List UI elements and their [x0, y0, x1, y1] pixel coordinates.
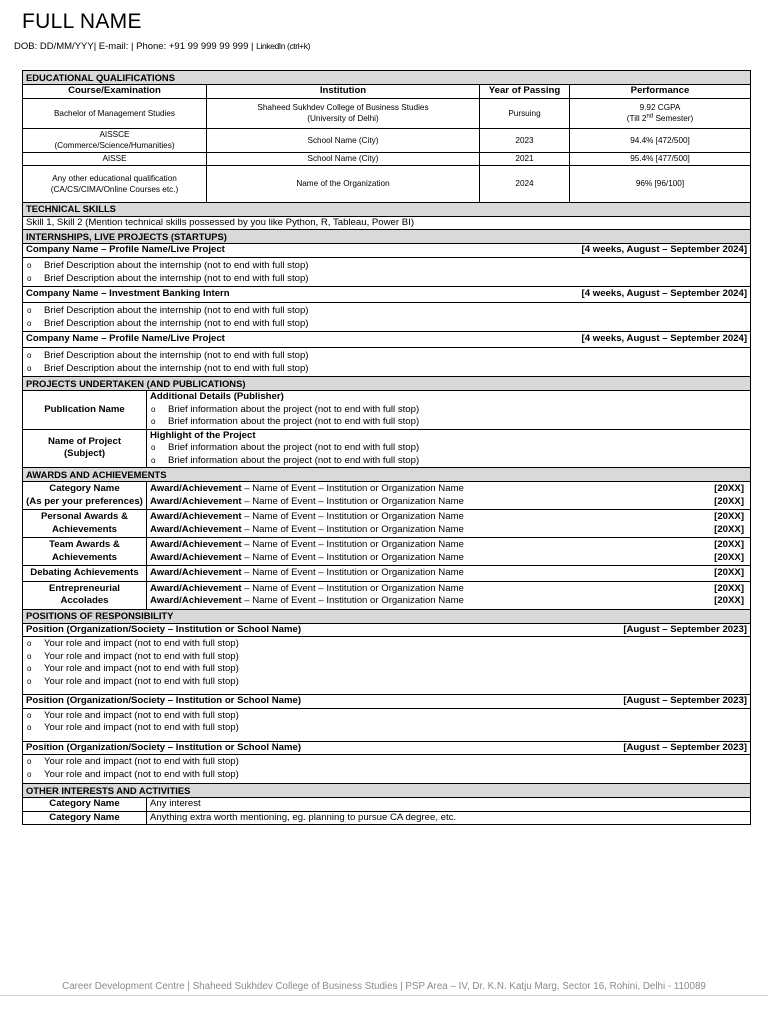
education-row	[23, 128, 751, 152]
text-line: Entrepreneurial	[49, 582, 120, 594]
text-line: Achievements	[51, 551, 118, 563]
linkedin-link[interactable]: LinkedIn (ctrl+k)	[256, 41, 311, 51]
award-item	[150, 524, 744, 537]
awards-section	[23, 468, 751, 482]
award-item	[150, 511, 744, 524]
institution-cell	[207, 152, 480, 165]
text-line: Team Awards &	[49, 539, 120, 550]
text-line: Name of the Organization	[296, 179, 390, 188]
interests-section-heading: OTHER INTERESTS AND ACTIVITIES	[23, 784, 751, 798]
bullet-text: Brief information about the project (not to end with full stop)	[168, 442, 420, 453]
bullet-item	[26, 769, 747, 782]
bullet-text: Your role and impact (not to end with full stop)	[44, 638, 239, 649]
internship-bullets	[23, 348, 751, 377]
text-line: Accolades	[60, 595, 109, 606]
project-row	[23, 391, 751, 430]
circle-bullet-icon: o	[27, 710, 32, 720]
bullet-item	[26, 676, 747, 689]
position-bullets	[23, 755, 751, 784]
bullet-item	[26, 363, 747, 376]
circle-bullet-icon: o	[27, 639, 32, 648]
award-category-label	[23, 538, 147, 566]
position-title	[23, 741, 751, 755]
circle-bullet-icon: o	[27, 318, 32, 328]
bullet-item	[150, 416, 747, 429]
education-row	[23, 165, 751, 202]
positions-section	[23, 609, 751, 623]
award-title: Award/Achievement	[150, 495, 242, 507]
award-year: [20XX]	[714, 539, 745, 550]
circle-bullet-icon: o	[27, 261, 32, 270]
award-year: [20XX]	[714, 551, 745, 563]
bullet-item	[150, 442, 747, 455]
text-line: (As per your preferences)	[26, 495, 143, 507]
text-line: Any other educational qualification (CA/CS/CIMA/Online Courses etc.)	[50, 173, 179, 194]
performance-cell: 96% [96/100]	[570, 165, 751, 202]
text-line: (University of Delhi)	[307, 114, 379, 123]
award-group-row	[23, 510, 751, 538]
full-name: FULL NAME	[22, 10, 142, 33]
award-list	[147, 581, 751, 609]
text-line: Category Name	[49, 483, 120, 494]
award-title: Award/Achievement	[150, 567, 242, 578]
award-title: Award/Achievement	[150, 511, 242, 522]
text-line: Publication Name	[44, 403, 125, 415]
column-header: Course/Examination	[23, 85, 207, 99]
text-line: (Commerce/Science/Humanities)	[54, 141, 175, 150]
position-bullets	[23, 637, 751, 695]
course-cell	[23, 152, 207, 165]
bullet-text: Your role and impact (not to end with full stop)	[44, 756, 239, 767]
text-line: (Subject)	[63, 448, 106, 460]
bullet-text: Brief Description about the internship (not to end with full stop)	[44, 350, 309, 361]
award-text	[150, 595, 464, 608]
award-item	[150, 539, 744, 552]
education-section-heading: EDUCATIONAL QUALIFICATIONS	[23, 71, 751, 85]
award-text	[150, 496, 464, 509]
award-year: [20XX]	[714, 567, 745, 578]
bullet-text: Brief Description about the internship (not to end with full stop)	[44, 362, 309, 374]
circle-bullet-icon: o	[27, 769, 32, 779]
position-date: [August – September 2023]	[623, 623, 748, 635]
bullet-text: Your role and impact (not to end with full stop)	[44, 722, 239, 733]
internship-bullets-row	[23, 348, 751, 377]
position-name: Position (Organization/Society – Institution or School Name)	[26, 695, 302, 706]
award-event: – Name of Event – Institution or Organization Name	[241, 582, 464, 594]
bullet-text: Brief information about the project (not to end with full stop)	[168, 403, 420, 415]
bullet-text: Your role and impact (not to end with full stop)	[44, 663, 239, 674]
resume-table	[22, 70, 751, 825]
circle-bullet-icon: o	[151, 417, 156, 426]
award-group-row	[23, 581, 751, 609]
internship-date: [4 weeks, August – September 2024]	[581, 288, 748, 300]
award-event: – Name of Event – Institution or Organization Name	[241, 595, 464, 606]
award-title: Award/Achievement	[150, 595, 242, 606]
bullet-item	[26, 638, 747, 651]
award-item	[150, 496, 744, 509]
internship-name: Company Name – Investment Banking Intern	[26, 288, 230, 300]
institution-cell	[207, 98, 480, 128]
award-item	[150, 567, 744, 580]
institution-cell	[207, 128, 480, 152]
technical-section	[23, 202, 751, 216]
internship-title-row	[23, 332, 751, 348]
award-list	[147, 482, 751, 510]
projects-section	[23, 377, 751, 391]
award-year: [20XX]	[714, 523, 745, 535]
position-bullets	[23, 708, 751, 741]
award-event: – Name of Event – Institution or Organization Name	[241, 495, 464, 507]
position-name: Position (Organization/Society – Institution or School Name)	[26, 741, 302, 753]
internship-bullets	[23, 258, 751, 287]
circle-bullet-icon: o	[27, 363, 32, 373]
position-title-row	[23, 741, 751, 755]
award-text	[150, 539, 464, 552]
column-header: Year of Passing	[480, 85, 570, 99]
position-date: [August – September 2023]	[623, 741, 748, 753]
internships-section	[23, 230, 751, 244]
education-row	[23, 98, 751, 128]
award-text	[150, 524, 464, 537]
award-group-row	[23, 482, 751, 510]
award-group-row	[23, 566, 751, 582]
bullet-item	[150, 455, 747, 468]
bullet-text: Your role and impact (not to end with full stop)	[44, 768, 239, 780]
internship-bullets	[23, 303, 751, 332]
project-heading: Highlight of the Project	[150, 429, 256, 441]
project-label	[23, 429, 147, 468]
circle-bullet-icon: o	[27, 651, 32, 661]
internship-bullets-row	[23, 303, 751, 332]
position-name: Position (Organization/Society – Institution or School Name)	[26, 623, 302, 635]
bullet-text: Your role and impact (not to end with full stop)	[44, 650, 239, 662]
awards-section-heading: AWARDS AND ACHIEVEMENTS	[23, 468, 751, 482]
course-cell	[23, 128, 207, 152]
award-year: [20XX]	[714, 582, 745, 594]
position-date: [August – September 2023]	[623, 695, 748, 706]
project-detail	[147, 391, 751, 430]
award-list	[147, 566, 751, 582]
text-line: School Name (City)	[307, 135, 379, 145]
internship-title-row	[23, 244, 751, 258]
award-event: – Name of Event – Institution or Organization Name	[241, 523, 464, 535]
award-text	[150, 552, 464, 565]
award-year: [20XX]	[714, 511, 745, 522]
technical-skills-text: Skill 1, Skill 2 (Mention technical skills possessed by you like Python, R, Tableau, Power BI)	[23, 216, 751, 230]
award-item	[150, 483, 744, 496]
year-cell: 2024	[480, 165, 570, 202]
bullet-text: Brief Description about the internship (not to end with full stop)	[44, 260, 309, 271]
performance-main: 9.92 CGPA	[639, 103, 681, 112]
award-title: Award/Achievement	[150, 551, 242, 563]
circle-bullet-icon: o	[27, 723, 32, 732]
bullet-text: Your role and impact (not to end with full stop)	[44, 709, 239, 721]
circle-bullet-icon: o	[27, 351, 32, 360]
text-line: AISSE	[102, 154, 127, 163]
bullet-text: Brief Description about the internship (not to end with full stop)	[44, 305, 309, 316]
bullet-item	[150, 404, 747, 417]
text-line: School Name (City)	[307, 154, 379, 163]
year-cell: 2021	[480, 152, 570, 165]
performance-cell: 94.4% [472/500]	[570, 128, 751, 152]
positions-section-heading: POSITIONS OF RESPONSIBILITY	[23, 609, 751, 623]
internship-title	[23, 332, 751, 348]
award-item	[150, 595, 744, 608]
text-line: Bachelor of Management Studies	[53, 108, 176, 118]
award-title: Award/Achievement	[150, 483, 242, 494]
bullet-item	[26, 350, 747, 363]
award-year: [20XX]	[714, 595, 745, 606]
contact-details: DOB: DD/MM/YYY| E-mail: | Phone: +91 99 999 99 999 |	[14, 41, 257, 52]
award-event: – Name of Event – Institution or Organization Name	[241, 567, 464, 578]
performance-sub: (Till 2	[626, 114, 647, 123]
circle-bullet-icon: o	[27, 757, 32, 766]
award-group-row	[23, 538, 751, 566]
position-title	[23, 623, 751, 637]
course-cell	[23, 165, 207, 202]
bullet-item	[26, 651, 747, 664]
award-list	[147, 538, 751, 566]
text-line: Achievements	[51, 523, 118, 535]
project-row	[23, 429, 751, 468]
internship-name: Company Name – Profile Name/Live Project	[26, 333, 225, 345]
performance-cell: 95.4% [477/500]	[570, 152, 751, 165]
interest-row	[23, 798, 751, 812]
performance-cell	[570, 98, 751, 128]
technical-row	[23, 216, 751, 230]
bullet-item	[26, 722, 747, 735]
education-row	[23, 152, 751, 165]
interest-category: Category Name	[23, 811, 147, 825]
performance-sub: Semester)	[653, 114, 694, 123]
text-line: Debating Achievements	[30, 567, 139, 578]
interests-section	[23, 784, 751, 798]
footer-divider	[0, 995, 768, 996]
award-category-label	[23, 510, 147, 538]
text-line: AISSCE	[99, 130, 130, 139]
award-title: Award/Achievement	[150, 582, 242, 594]
internship-name: Company Name – Profile Name/Live Project	[26, 244, 225, 256]
circle-bullet-icon: o	[27, 273, 32, 283]
project-detail	[147, 429, 751, 468]
internship-title	[23, 244, 751, 258]
award-year: [20XX]	[714, 483, 745, 494]
education-header-row	[23, 85, 751, 99]
award-event: – Name of Event – Institution or Organization Name	[241, 551, 464, 563]
award-event: – Name of Event – Institution or Organization Name	[241, 511, 464, 522]
bullet-text: Brief Description about the internship (not to end with full stop)	[44, 317, 309, 329]
circle-bullet-icon: o	[27, 676, 32, 686]
bullet-item	[26, 318, 747, 331]
year-cell: 2023	[480, 128, 570, 152]
internship-title	[23, 287, 751, 303]
interest-text: Any interest	[147, 798, 751, 812]
education-section	[23, 71, 751, 85]
award-year: [20XX]	[714, 495, 745, 507]
text-line: Shaheed Sukhdev College of Business Studies	[257, 103, 429, 112]
award-item	[150, 552, 744, 565]
bullet-item	[26, 663, 747, 676]
circle-bullet-icon: o	[151, 443, 156, 452]
award-text	[150, 511, 464, 524]
interest-row	[23, 811, 751, 825]
circle-bullet-icon: o	[27, 664, 32, 673]
institution-cell	[207, 165, 480, 202]
bullet-item	[26, 273, 747, 286]
position-title-row	[23, 623, 751, 637]
interest-category: Category Name	[23, 798, 147, 812]
text-line: Name of Project	[47, 435, 122, 447]
internship-date: [4 weeks, August – September 2024]	[581, 333, 748, 345]
bullet-item	[26, 305, 747, 318]
award-text	[150, 483, 464, 496]
award-title: Award/Achievement	[150, 539, 242, 550]
award-category-label	[23, 566, 147, 582]
award-event: – Name of Event – Institution or Organization Name	[241, 539, 464, 550]
bullet-text: Your role and impact (not to end with full stop)	[44, 675, 239, 687]
project-heading: Additional Details (Publisher)	[150, 391, 284, 402]
circle-bullet-icon: o	[151, 404, 156, 414]
position-title-row	[23, 695, 751, 709]
position-bullets-row	[23, 708, 751, 741]
bullet-text: Brief information about the project (not to end with full stop)	[168, 454, 420, 466]
footer-address: Career Development Centre | Shaheed Sukhdev College of Business Studies | PSP Area – IV, Dr. K.N. Katju Marg, Sector 16, Rohini, Delhi - 110089	[62, 981, 706, 992]
text-line: Personal Awards &	[41, 511, 128, 522]
award-category-label	[23, 581, 147, 609]
position-bullets-row	[23, 637, 751, 695]
project-label	[23, 391, 147, 430]
bullet-text: Brief Description about the internship (not to end with full stop)	[44, 272, 309, 284]
circle-bullet-icon: o	[27, 306, 32, 315]
award-text	[150, 583, 464, 596]
interest-text: Anything extra worth mentioning, eg. planning to pursue CA degree, etc.	[147, 811, 751, 825]
projects-section-heading: PROJECTS UNDERTAKEN (AND PUBLICATIONS)	[23, 377, 751, 391]
bullet-text: Brief information about the project (not to end with full stop)	[168, 416, 420, 427]
circle-bullet-icon: o	[151, 455, 156, 465]
technical-section-heading: TECHNICAL SKILLS	[23, 202, 751, 216]
award-item	[150, 583, 744, 596]
award-text	[150, 567, 464, 580]
award-title: Award/Achievement	[150, 523, 242, 535]
course-cell	[23, 98, 207, 128]
column-header: Institution	[207, 85, 480, 99]
bullet-item	[26, 756, 747, 769]
award-event: – Name of Event – Institution or Organization Name	[241, 483, 464, 494]
position-title	[23, 695, 751, 709]
year-cell: Pursuing	[480, 98, 570, 128]
award-list	[147, 510, 751, 538]
bullet-item	[26, 710, 747, 723]
position-bullets-row	[23, 755, 751, 784]
bullet-item	[26, 260, 747, 273]
internship-date: [4 weeks, August – September 2024]	[581, 244, 748, 256]
internship-bullets-row	[23, 258, 751, 287]
internships-section-heading: INTERNSHIPS, LIVE PROJECTS (STARTUPS)	[23, 230, 751, 244]
internship-title-row	[23, 287, 751, 303]
contact-line	[14, 41, 310, 52]
award-category-label	[23, 482, 147, 510]
performance-sup: nd	[646, 113, 654, 120]
column-header: Performance	[570, 85, 751, 99]
